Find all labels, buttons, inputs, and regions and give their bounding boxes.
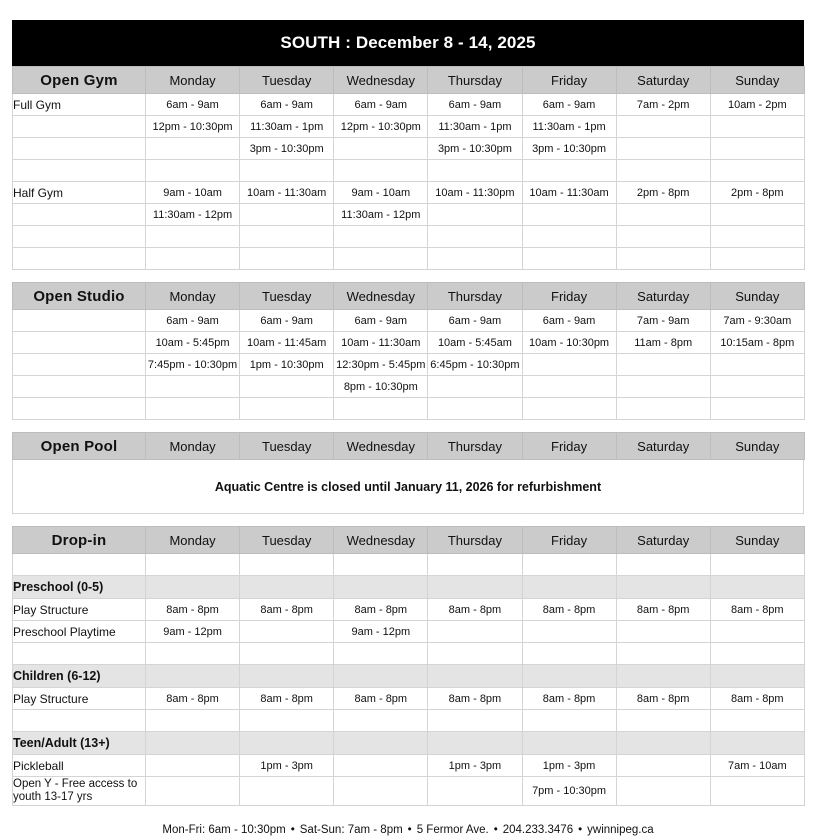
time-cell-thursday: 8am - 8pm (428, 688, 522, 710)
time-cell-sunday (710, 138, 804, 160)
time-cell-monday (146, 665, 240, 688)
schedule-row (13, 248, 805, 270)
schedule-table-drop-in (12, 526, 805, 806)
time-cell-monday (146, 376, 240, 398)
time-cell-friday (522, 732, 616, 755)
time-cell-sunday: 2pm - 8pm (710, 182, 804, 204)
time-cell-friday (522, 204, 616, 226)
time-cell-tuesday: 6am - 9am (240, 310, 334, 332)
row-label: Preschool (0-5) (13, 576, 146, 599)
pool-closure-notice: Aquatic Centre is closed until January 11, 2026 for refurbishment (12, 460, 804, 514)
footer-item: Sat-Sun: 7am - 8pm (299, 824, 403, 836)
time-cell-wednesday: 8am - 8pm (334, 599, 428, 621)
time-cell-wednesday: 8am - 8pm (334, 688, 428, 710)
time-cell-sunday (710, 710, 804, 732)
day-header-friday: Friday (522, 527, 616, 554)
time-cell-saturday (616, 710, 710, 732)
day-header-wednesday: Wednesday (334, 67, 428, 94)
time-cell-tuesday (240, 732, 334, 755)
time-cell-saturday (616, 732, 710, 755)
time-cell-wednesday: 12:30pm - 5:45pm (334, 354, 428, 376)
time-cell-wednesday (334, 138, 428, 160)
time-cell-sunday: 10am - 2pm (710, 94, 804, 116)
schedule-row (13, 599, 805, 621)
footer-item: 204.233.3476 (502, 824, 574, 836)
time-cell-tuesday (240, 160, 334, 182)
time-cell-saturday (616, 398, 710, 420)
time-cell-wednesday: 12pm - 10:30pm (334, 116, 428, 138)
time-cell-thursday: 10am - 11:30pm (428, 182, 522, 204)
time-cell-saturday (616, 621, 710, 643)
row-label: Play Structure (13, 688, 146, 710)
time-cell-friday: 6am - 9am (522, 310, 616, 332)
block-header-row (13, 433, 805, 460)
time-cell-thursday: 8am - 8pm (428, 599, 522, 621)
footer-separator: • (290, 824, 295, 836)
day-header-thursday: Thursday (428, 433, 522, 460)
time-cell-sunday (710, 576, 804, 599)
time-cell-thursday: 6:45pm - 10:30pm (428, 354, 522, 376)
time-cell-sunday: 10:15am - 8pm (710, 332, 804, 354)
time-cell-monday (146, 160, 240, 182)
time-cell-friday (522, 710, 616, 732)
row-label (13, 204, 146, 226)
time-cell-friday: 10am - 11:30am (522, 182, 616, 204)
day-header-thursday: Thursday (428, 283, 522, 310)
time-cell-friday (522, 248, 616, 270)
time-cell-wednesday: 11:30am - 12pm (334, 204, 428, 226)
row-label (13, 332, 146, 354)
schedule-table-open-studio (12, 282, 805, 420)
row-label: Full Gym (13, 94, 146, 116)
time-cell-friday: 6am - 9am (522, 94, 616, 116)
row-label: Preschool Playtime (13, 621, 146, 643)
time-cell-friday (522, 554, 616, 576)
time-cell-saturday (616, 116, 710, 138)
time-cell-tuesday: 11:30am - 1pm (240, 116, 334, 138)
time-cell-wednesday: 8pm - 10:30pm (334, 376, 428, 398)
time-cell-monday: 9am - 12pm (146, 621, 240, 643)
schedule-row (13, 376, 805, 398)
block-gap (12, 514, 804, 526)
time-cell-saturday (616, 755, 710, 777)
time-cell-tuesday: 10am - 11:30am (240, 182, 334, 204)
schedule-row (13, 354, 805, 376)
footer-separator: • (578, 824, 583, 836)
time-cell-thursday (428, 248, 522, 270)
row-label (13, 643, 146, 665)
time-cell-friday (522, 576, 616, 599)
time-cell-thursday (428, 226, 522, 248)
time-cell-sunday (710, 643, 804, 665)
day-header-thursday: Thursday (428, 527, 522, 554)
time-cell-tuesday (240, 576, 334, 599)
schedule-row (13, 204, 805, 226)
time-cell-saturday (616, 643, 710, 665)
time-cell-wednesday (334, 160, 428, 182)
footer-item[interactable]: ywinnipeg.ca (587, 824, 654, 836)
time-cell-tuesday (240, 777, 334, 806)
time-cell-thursday (428, 376, 522, 398)
time-cell-wednesday (334, 777, 428, 806)
time-cell-saturday (616, 138, 710, 160)
time-cell-saturday (616, 226, 710, 248)
day-header-saturday: Saturday (616, 67, 710, 94)
time-cell-wednesday: 9am - 12pm (334, 621, 428, 643)
time-cell-sunday (710, 204, 804, 226)
day-header-sunday: Sunday (710, 67, 804, 94)
time-cell-sunday: 7am - 9:30am (710, 310, 804, 332)
time-cell-saturday (616, 777, 710, 806)
time-cell-friday: 8am - 8pm (522, 688, 616, 710)
time-cell-thursday (428, 160, 522, 182)
time-cell-saturday: 7am - 2pm (616, 94, 710, 116)
time-cell-monday (146, 732, 240, 755)
day-header-thursday: Thursday (428, 67, 522, 94)
time-cell-thursday (428, 777, 522, 806)
time-cell-thursday (428, 732, 522, 755)
schedule-row (13, 182, 805, 204)
time-cell-monday: 6am - 9am (146, 310, 240, 332)
schedule-row (13, 710, 805, 732)
time-cell-tuesday: 8am - 8pm (240, 688, 334, 710)
time-cell-friday: 1pm - 3pm (522, 755, 616, 777)
time-cell-wednesday: 10am - 11:30am (334, 332, 428, 354)
time-cell-saturday: 8am - 8pm (616, 599, 710, 621)
day-header-friday: Friday (522, 433, 616, 460)
day-header-wednesday: Wednesday (334, 433, 428, 460)
time-cell-friday: 3pm - 10:30pm (522, 138, 616, 160)
time-cell-saturday (616, 204, 710, 226)
time-cell-thursday: 1pm - 3pm (428, 755, 522, 777)
row-label (13, 248, 146, 270)
time-cell-monday: 9am - 10am (146, 182, 240, 204)
schedule-row (13, 138, 805, 160)
row-label (13, 398, 146, 420)
time-cell-saturday (616, 376, 710, 398)
day-header-sunday: Sunday (710, 433, 804, 460)
time-cell-sunday: 7am - 10am (710, 755, 804, 777)
time-cell-sunday (710, 354, 804, 376)
footer-info (12, 806, 804, 836)
row-label: Play Structure (13, 599, 146, 621)
time-cell-tuesday (240, 398, 334, 420)
schedule-row (13, 621, 805, 643)
time-cell-monday: 12pm - 10:30pm (146, 116, 240, 138)
time-cell-wednesday (334, 732, 428, 755)
time-cell-tuesday (240, 204, 334, 226)
block-header-row (13, 283, 805, 310)
time-cell-friday (522, 398, 616, 420)
row-label: Children (6-12) (13, 665, 146, 688)
time-cell-friday: 11:30am - 1pm (522, 116, 616, 138)
block-title-drop-in: Drop-in (13, 527, 146, 554)
day-header-wednesday: Wednesday (334, 283, 428, 310)
time-cell-friday: 10am - 10:30pm (522, 332, 616, 354)
schedule-row (13, 777, 805, 806)
time-cell-monday: 11:30am - 12pm (146, 204, 240, 226)
time-cell-tuesday: 1pm - 10:30pm (240, 354, 334, 376)
time-cell-tuesday (240, 710, 334, 732)
time-cell-friday (522, 643, 616, 665)
time-cell-thursday: 6am - 9am (428, 94, 522, 116)
row-label (13, 226, 146, 248)
schedule-table-open-pool (12, 432, 805, 460)
day-header-saturday: Saturday (616, 283, 710, 310)
time-cell-monday: 8am - 8pm (146, 599, 240, 621)
time-cell-wednesday: 9am - 10am (334, 182, 428, 204)
time-cell-tuesday (240, 226, 334, 248)
time-cell-sunday: 8am - 8pm (710, 599, 804, 621)
time-cell-sunday (710, 398, 804, 420)
schedule-row (13, 332, 805, 354)
time-cell-thursday (428, 398, 522, 420)
category-row (13, 576, 805, 599)
row-label: Half Gym (13, 182, 146, 204)
time-cell-tuesday (240, 248, 334, 270)
footer-item: 5 Fermor Ave. (416, 824, 489, 836)
row-label: Open Y - Free access to youth 13-17 yrs (13, 777, 146, 806)
time-cell-monday (146, 643, 240, 665)
schedule-row (13, 398, 805, 420)
row-label (13, 138, 146, 160)
time-cell-friday (522, 621, 616, 643)
row-label: Pickleball (13, 755, 146, 777)
day-header-sunday: Sunday (710, 527, 804, 554)
row-label (13, 554, 146, 576)
schedule-row (13, 643, 805, 665)
schedule-row (13, 116, 805, 138)
footer-separator: • (407, 824, 412, 836)
block-gap (12, 420, 804, 432)
block-title-open-pool: Open Pool (13, 433, 146, 460)
block-header-row (13, 527, 805, 554)
day-header-saturday: Saturday (616, 433, 710, 460)
time-cell-thursday (428, 621, 522, 643)
row-label (13, 116, 146, 138)
time-cell-sunday (710, 554, 804, 576)
footer-separator: • (493, 824, 498, 836)
time-cell-sunday (710, 732, 804, 755)
time-cell-monday: 10am - 5:45pm (146, 332, 240, 354)
time-cell-thursday: 3pm - 10:30pm (428, 138, 522, 160)
time-cell-tuesday: 10am - 11:45am (240, 332, 334, 354)
page-title-banner (12, 20, 804, 66)
time-cell-sunday: 8am - 8pm (710, 688, 804, 710)
time-cell-thursday (428, 204, 522, 226)
time-cell-friday (522, 226, 616, 248)
block-header-row (13, 67, 805, 94)
time-cell-wednesday (334, 665, 428, 688)
time-cell-tuesday: 3pm - 10:30pm (240, 138, 334, 160)
time-cell-sunday (710, 621, 804, 643)
time-cell-sunday (710, 376, 804, 398)
schedule-row (13, 310, 805, 332)
time-cell-monday (146, 755, 240, 777)
time-cell-sunday (710, 248, 804, 270)
time-cell-monday (146, 710, 240, 732)
time-cell-wednesday (334, 554, 428, 576)
schedule-row (13, 755, 805, 777)
day-header-sunday: Sunday (710, 283, 804, 310)
time-cell-wednesday (334, 576, 428, 599)
time-cell-saturday: 2pm - 8pm (616, 182, 710, 204)
time-cell-monday: 6am - 9am (146, 94, 240, 116)
time-cell-monday: 8am - 8pm (146, 688, 240, 710)
time-cell-saturday (616, 554, 710, 576)
schedule-blocks (12, 66, 804, 806)
time-cell-tuesday (240, 643, 334, 665)
time-cell-sunday (710, 160, 804, 182)
time-cell-saturday (616, 665, 710, 688)
time-cell-tuesday (240, 376, 334, 398)
time-cell-monday (146, 576, 240, 599)
row-label (13, 160, 146, 182)
schedule-row (13, 94, 805, 116)
time-cell-tuesday (240, 554, 334, 576)
time-cell-wednesday: 6am - 9am (334, 310, 428, 332)
time-cell-tuesday (240, 665, 334, 688)
time-cell-wednesday (334, 226, 428, 248)
time-cell-saturday (616, 160, 710, 182)
day-header-monday: Monday (146, 433, 240, 460)
time-cell-thursday: 6am - 9am (428, 310, 522, 332)
day-header-tuesday: Tuesday (240, 67, 334, 94)
time-cell-saturday (616, 354, 710, 376)
block-title-open-gym: Open Gym (13, 67, 146, 94)
schedule-row (13, 554, 805, 576)
time-cell-tuesday (240, 621, 334, 643)
time-cell-thursday (428, 665, 522, 688)
row-label: Teen/Adult (13+) (13, 732, 146, 755)
time-cell-thursday (428, 710, 522, 732)
day-header-monday: Monday (146, 67, 240, 94)
time-cell-thursday: 11:30am - 1pm (428, 116, 522, 138)
schedule-row (13, 226, 805, 248)
row-label (13, 376, 146, 398)
time-cell-friday (522, 665, 616, 688)
time-cell-wednesday: 6am - 9am (334, 94, 428, 116)
time-cell-saturday: 7am - 9am (616, 310, 710, 332)
time-cell-tuesday: 1pm - 3pm (240, 755, 334, 777)
row-label (13, 710, 146, 732)
time-cell-friday (522, 354, 616, 376)
time-cell-monday (146, 226, 240, 248)
time-cell-saturday: 8am - 8pm (616, 688, 710, 710)
time-cell-thursday: 10am - 5:45am (428, 332, 522, 354)
category-row (13, 732, 805, 755)
day-header-monday: Monday (146, 283, 240, 310)
time-cell-wednesday (334, 398, 428, 420)
block-gap (12, 270, 804, 282)
time-cell-sunday (710, 665, 804, 688)
time-cell-monday (146, 554, 240, 576)
time-cell-saturday (616, 576, 710, 599)
schedule-table-open-gym (12, 66, 805, 270)
day-header-saturday: Saturday (616, 527, 710, 554)
time-cell-saturday: 11am - 8pm (616, 332, 710, 354)
day-header-tuesday: Tuesday (240, 283, 334, 310)
day-header-friday: Friday (522, 67, 616, 94)
block-title-open-studio: Open Studio (13, 283, 146, 310)
page-title: SOUTH : December 8 - 14, 2025 (280, 33, 536, 52)
row-label (13, 354, 146, 376)
time-cell-saturday (616, 248, 710, 270)
time-cell-friday: 8am - 8pm (522, 599, 616, 621)
category-row (13, 665, 805, 688)
day-header-monday: Monday (146, 527, 240, 554)
footer-item: Mon-Fri: 6am - 10:30pm (162, 824, 286, 836)
time-cell-friday: 7pm - 10:30pm (522, 777, 616, 806)
time-cell-wednesday (334, 248, 428, 270)
time-cell-tuesday: 8am - 8pm (240, 599, 334, 621)
time-cell-monday: 7:45pm - 10:30pm (146, 354, 240, 376)
time-cell-tuesday: 6am - 9am (240, 94, 334, 116)
time-cell-thursday (428, 576, 522, 599)
time-cell-wednesday (334, 755, 428, 777)
time-cell-friday (522, 160, 616, 182)
time-cell-monday (146, 398, 240, 420)
time-cell-monday (146, 777, 240, 806)
day-header-tuesday: Tuesday (240, 527, 334, 554)
time-cell-wednesday (334, 643, 428, 665)
schedule-row (13, 160, 805, 182)
row-label (13, 310, 146, 332)
time-cell-wednesday (334, 710, 428, 732)
time-cell-sunday (710, 226, 804, 248)
schedule-row (13, 688, 805, 710)
time-cell-sunday (710, 116, 804, 138)
time-cell-thursday (428, 554, 522, 576)
time-cell-sunday (710, 777, 804, 806)
day-header-tuesday: Tuesday (240, 433, 334, 460)
time-cell-friday (522, 376, 616, 398)
day-header-friday: Friday (522, 283, 616, 310)
time-cell-monday (146, 138, 240, 160)
time-cell-monday (146, 248, 240, 270)
time-cell-thursday (428, 643, 522, 665)
day-header-wednesday: Wednesday (334, 527, 428, 554)
